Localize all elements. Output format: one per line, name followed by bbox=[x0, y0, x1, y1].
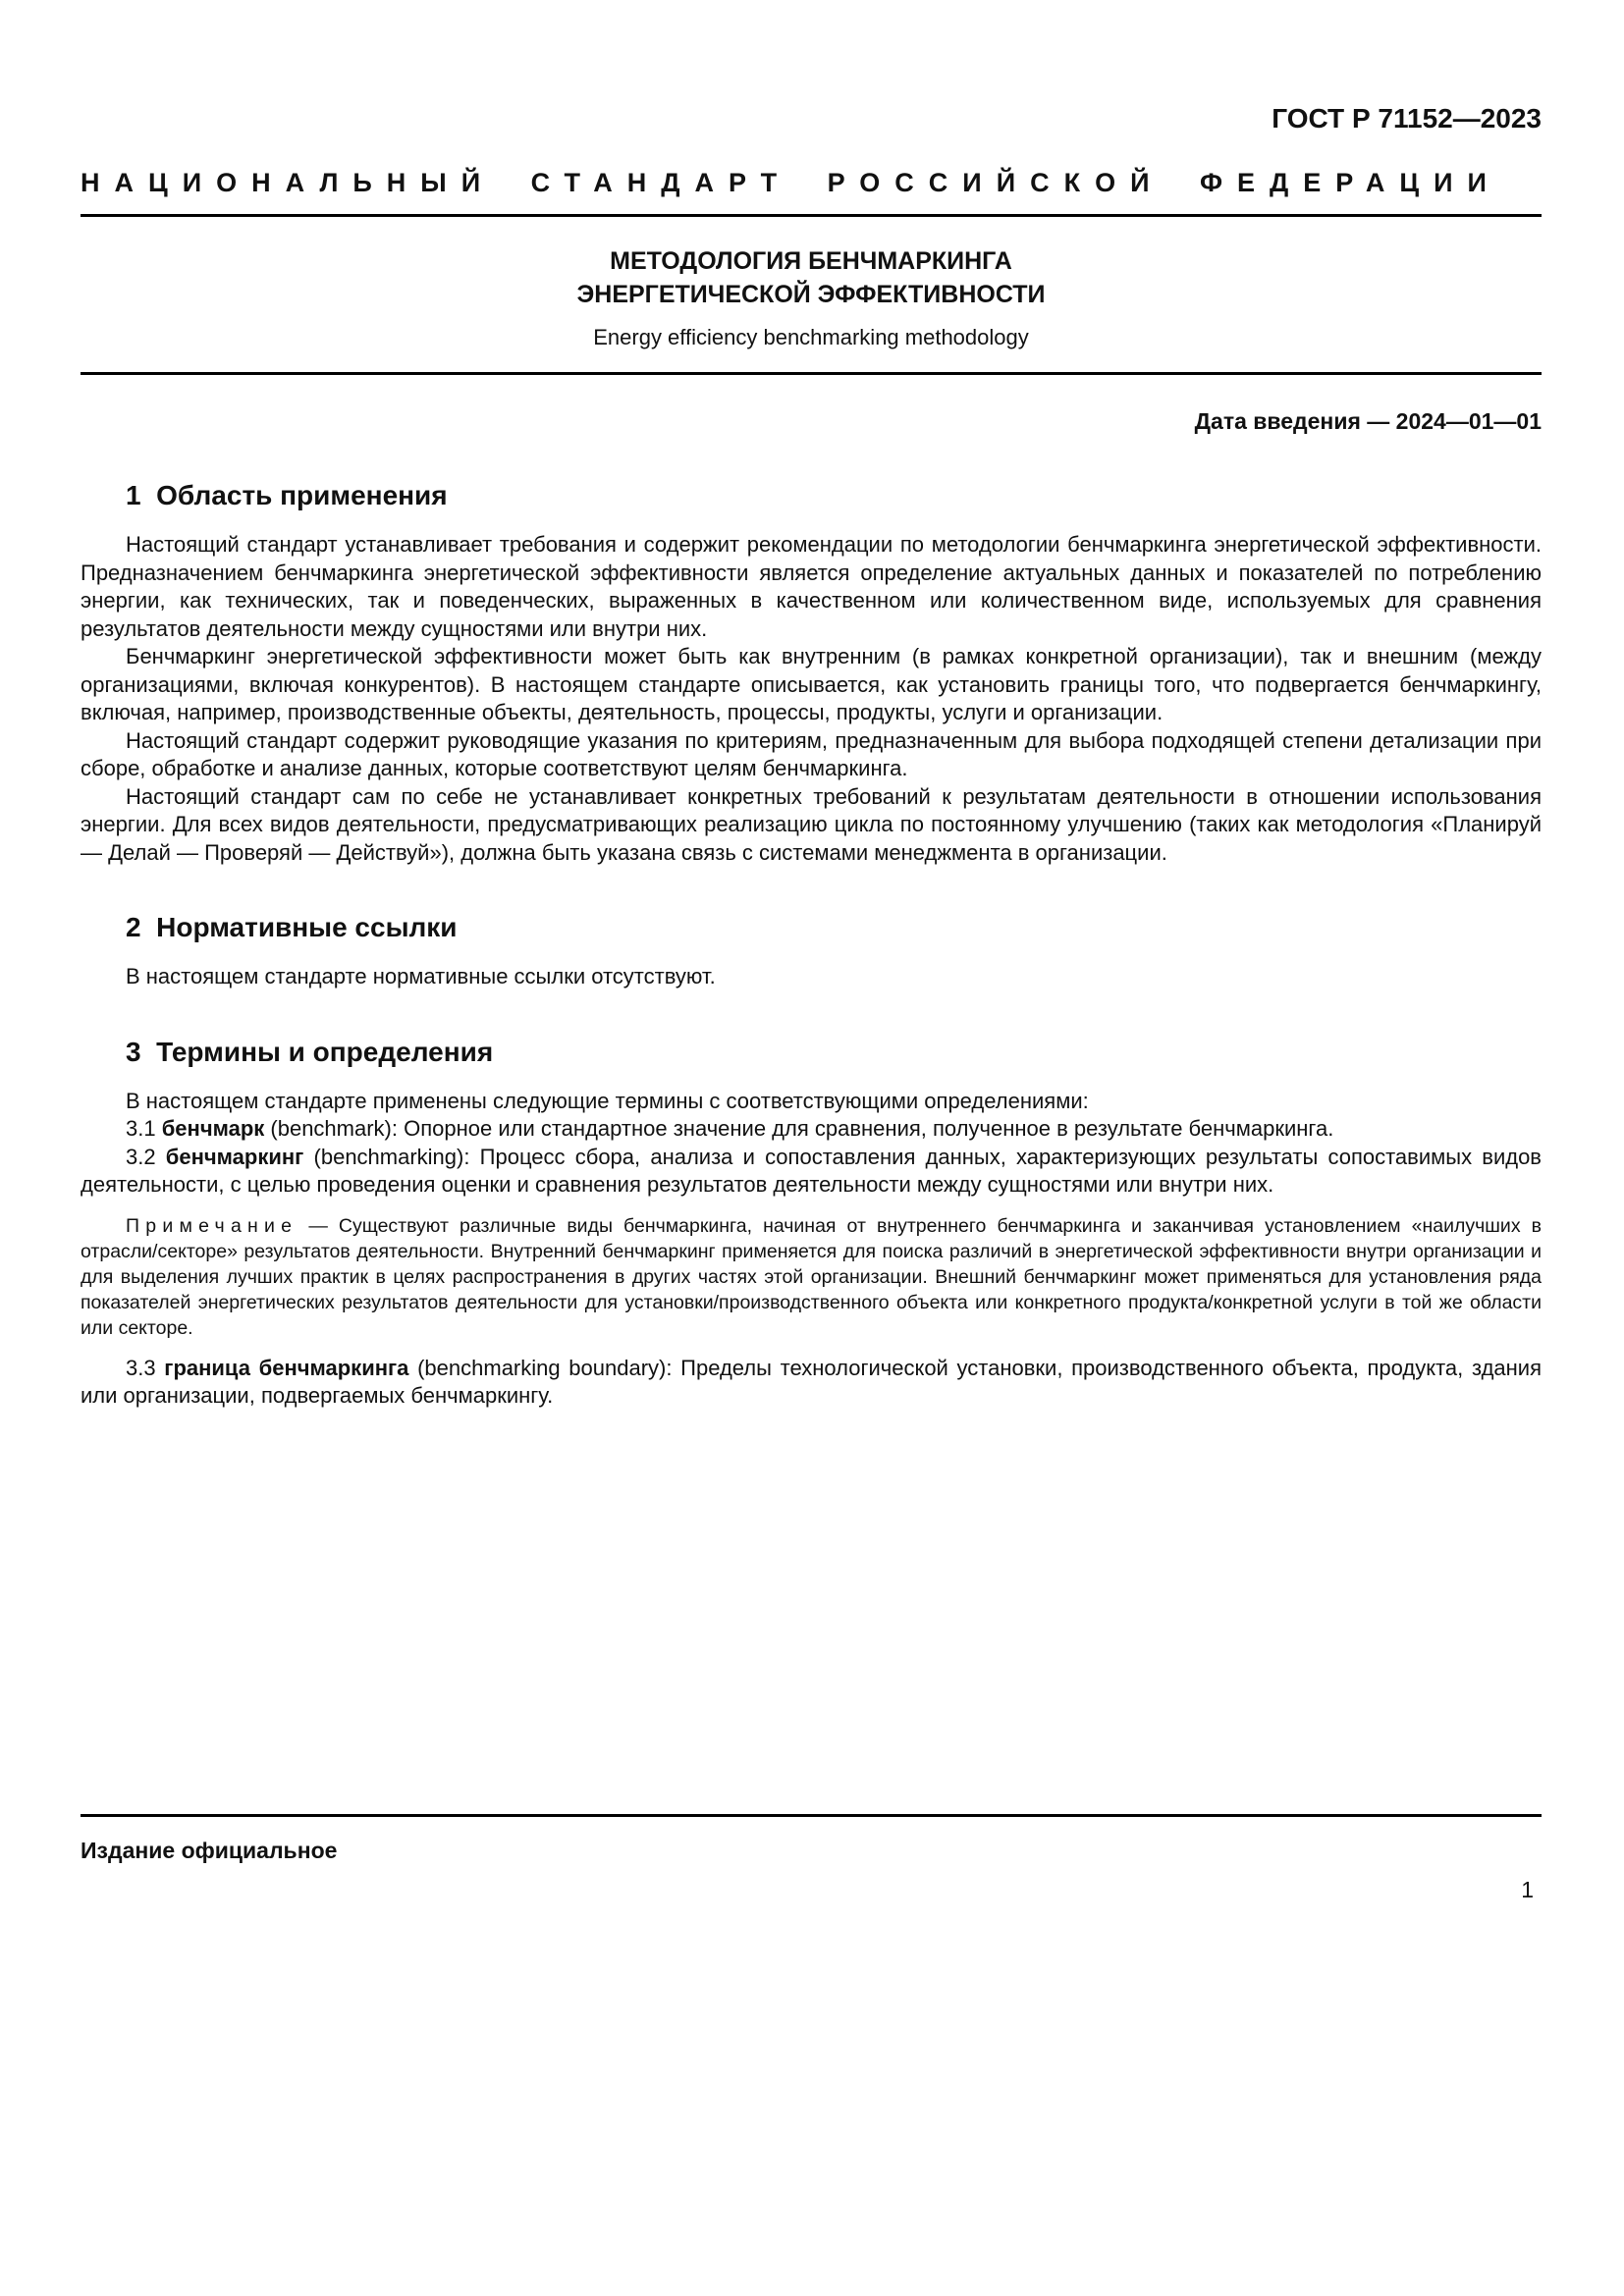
document-title-line1: МЕТОДОЛОГИЯ БЕНЧМАРКИНГА bbox=[610, 247, 1012, 275]
note-label: Примечание bbox=[126, 1214, 298, 1237]
header-rule bbox=[81, 214, 1542, 217]
document-subtitle-en: Energy efficiency benchmarking methodology bbox=[593, 325, 1029, 349]
term-3-3-name: граница бенчмаркинга bbox=[164, 1355, 409, 1380]
scope-paragraph-4: Настоящий стандарт сам по себе не устанавливает конкретных требований к результатам деятельности в отношении использования энергии. Для всех видов деятельности, предусматривающих реализацию цикла по постоянному улучшению (таких как методология «Планируй — Делай — Проверяй — Действуй»), должна быть указана связь с системами менеджмента в организации. bbox=[81, 783, 1542, 865]
scope-paragraph-3: Настоящий стандарт содержит руководящие указания по критериям, предназначенным для выбора подходящей степени детализации при сборе, обработке и анализе данных, которые соответствуют целям бенчмаркинга. bbox=[81, 727, 1542, 780]
term-3-3 bbox=[81, 1355, 1542, 1411]
terms-intro-paragraph: В настоящем стандарте применены следующие термины с соответствующими определениями: bbox=[126, 1088, 1089, 1113]
term-3-2-name: бенчмаркинг bbox=[165, 1144, 304, 1169]
page-number: 1 bbox=[1521, 1877, 1534, 1902]
term-3-1-name: бенчмарк bbox=[161, 1116, 265, 1141]
scope-paragraph-2: Бенчмаркинг энергетической эффективности может быть как внутренним (в рамках конкретной организации), так и внешним (между организациями, включая конкурентов). В настоящем стандарте описывается, как установить границы того, что подвергается бенчмаркингу, включая, например, производственные объекты, деятельность, процессы, продукты, услуги и организации. bbox=[81, 644, 1542, 724]
note-paragraph bbox=[81, 1213, 1542, 1341]
footer-rule bbox=[81, 1814, 1542, 1817]
term-3-3-number: 3.3 bbox=[126, 1355, 156, 1380]
title-rule bbox=[81, 372, 1542, 375]
term-3-1-definition: (benchmark): Опорное или стандартное значение для сравнения, полученное в результате бенчмаркинга. bbox=[264, 1116, 1334, 1141]
doc-code: ГОСТ Р 71152—2023 bbox=[1272, 103, 1542, 133]
standard-type-heading: НАЦИОНАЛЬНЫЙ СТАНДАРТ РОССИЙСКОЙ ФЕДЕРАЦИИ bbox=[81, 168, 1501, 197]
term-3-1 bbox=[81, 1115, 1542, 1144]
scope-paragraph-1: Настоящий стандарт устанавливает требования и содержит рекомендации по методологии бенчмаркинга энергетической эффективности. Предназначением бенчмаркинга энергетической эффективности является определение актуальных данных и показателей по потреблению энергии, как технических, так и поведенческих, выраженных в качественном или количественном виде, используемых для сравнения результатов деятельности между сущностями или внутри них. bbox=[81, 532, 1542, 641]
term-3-2-definition: (benchmarking): Процесс сбора, анализа и сопоставления данных, характеризующих результаты сопоставимых видов деятельности, с целью проведения оценки и сравнения результатов деятельности между сущностями или внутри них. bbox=[81, 1144, 1542, 1197]
effective-date: Дата введения — 2024—01—01 bbox=[1194, 408, 1542, 434]
term-3-2-number: 3.2 bbox=[126, 1144, 156, 1169]
term-3-2 bbox=[81, 1144, 1542, 1200]
term-3-3-definition: (benchmarking boundary): Пределы технологической установки, производственного объекта, продукта, здания или организации, подвергаемых бенчмаркингу. bbox=[81, 1355, 1542, 1408]
normative-references-paragraph: В настоящем стандарте нормативные ссылки отсутствуют. bbox=[126, 964, 716, 988]
document-title-line2: ЭНЕРГЕТИЧЕСКОЙ ЭФФЕКТИВНОСТИ bbox=[576, 281, 1046, 308]
section-2-heading: 2 Нормативные ссылки bbox=[126, 912, 458, 942]
term-3-1-number: 3.1 bbox=[126, 1116, 156, 1141]
section-3-heading: 3 Термины и определения bbox=[126, 1036, 494, 1067]
note-text: — Существуют различные виды бенчмаркинга, начиная от внутреннего бенчмаркинга и заканчивая установлением «наилучших в отрасли/секторе» результатов деятельности. Внутренний бенчмаркинг применяется для поиска различий в энергетической эффективности внутри организации и для выделения лучших практик в целях распространения в других частях этой организации. Внешний бенчмаркинг может применяться для установления ряда показателей энергетических результатов деятельности для установки/производственного объекта или конкретного продукта/конкретной услуги в той же области или секторе. bbox=[81, 1214, 1542, 1339]
official-edition-note: Издание официальное bbox=[81, 1838, 338, 1863]
section-1-heading: 1 Область применения bbox=[126, 480, 448, 510]
